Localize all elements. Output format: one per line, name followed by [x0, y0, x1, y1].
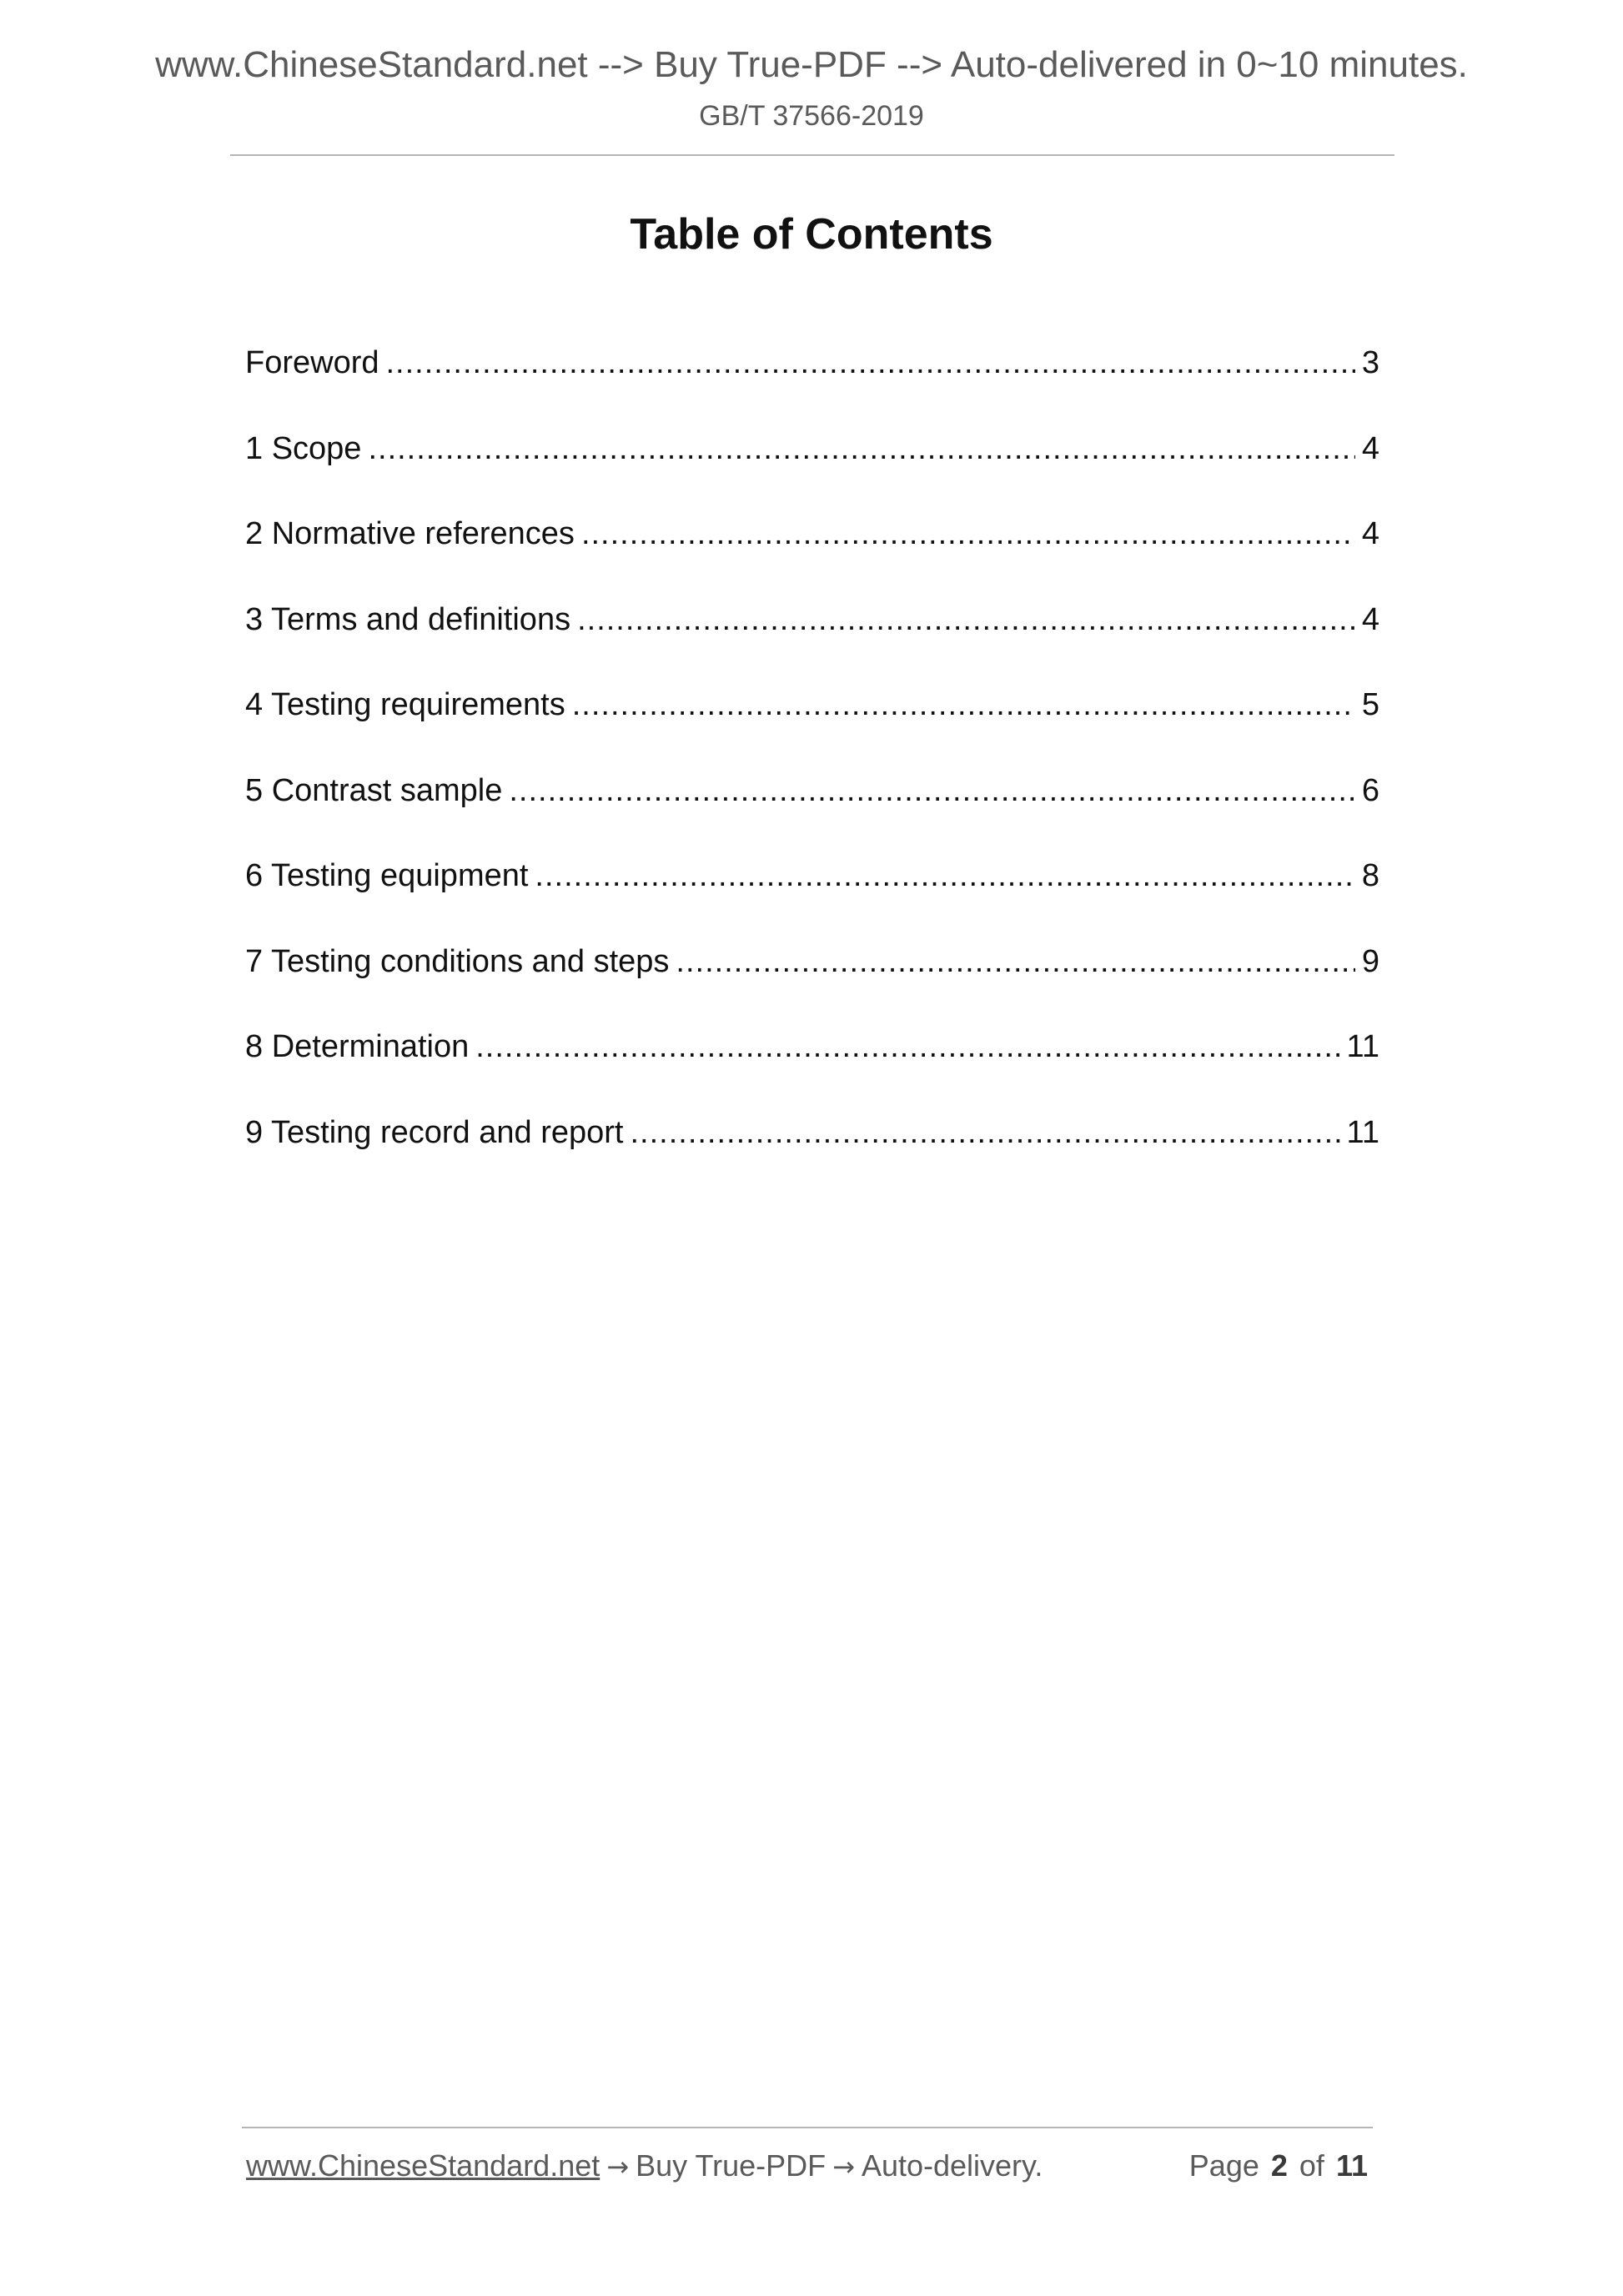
- toc-entry-page: 11: [1346, 1029, 1379, 1064]
- dot-leader: [630, 1108, 1339, 1158]
- toc-entry-label: 6 Testing equipment: [245, 858, 529, 893]
- toc-entry-page: 5: [1361, 687, 1379, 722]
- page-indicator: [1189, 2145, 1368, 2187]
- toc-entry-testing-equipment[interactable]: [245, 851, 1379, 937]
- toc-entry-page: 9: [1361, 943, 1379, 979]
- footer-divider: [242, 2127, 1373, 2128]
- standard-code: GB/T 37566-2019: [699, 100, 924, 132]
- header-divider: [230, 154, 1394, 156]
- toc-title: Table of Contents: [630, 210, 993, 259]
- toc-entry-page: 4: [1361, 516, 1379, 551]
- toc-entry-page: 11: [1346, 1114, 1379, 1150]
- dot-leader: [535, 851, 1354, 901]
- toc-entry-page: 6: [1361, 772, 1379, 808]
- of-word: of: [1299, 2148, 1324, 2183]
- toc-entry-determination[interactable]: [245, 1022, 1379, 1108]
- toc-entry-testing-requirements[interactable]: [245, 680, 1379, 766]
- page-footer: [246, 2145, 1368, 2187]
- dot-leader: [581, 509, 1355, 559]
- total-pages-number: 11: [1335, 2148, 1368, 2183]
- dot-leader: [368, 424, 1354, 474]
- toc-entry-testing-record-and-report[interactable]: [245, 1108, 1379, 1193]
- toc-entry-terms-and-definitions[interactable]: [245, 595, 1379, 681]
- dot-leader: [509, 766, 1354, 816]
- footer-delivery-text: Auto-delivery.: [861, 2148, 1043, 2183]
- toc-entry-label: 2 Normative references: [245, 516, 575, 551]
- toc-entry-label: 3 Terms and definitions: [245, 601, 571, 637]
- toc-entry-page: 4: [1361, 430, 1379, 466]
- footer-buy-text: Buy True-PDF: [636, 2148, 827, 2183]
- toc-entry-page: 4: [1361, 601, 1379, 637]
- toc-entry-foreword[interactable]: [245, 338, 1379, 424]
- toc-entry-label: 4 Testing requirements: [245, 687, 565, 722]
- toc-entry-label: 9 Testing record and report: [245, 1114, 624, 1150]
- right-arrow-icon: →: [832, 2151, 855, 2183]
- footer-promo: [246, 2145, 1043, 2188]
- toc-entry-testing-conditions-and-steps[interactable]: [245, 937, 1379, 1022]
- toc-entry-label: 1 Scope: [245, 430, 362, 466]
- footer-site-link[interactable]: www.ChineseStandard.net: [246, 2148, 600, 2183]
- dot-leader: [386, 338, 1355, 388]
- toc-entry-label: 7 Testing conditions and steps: [245, 943, 670, 979]
- dot-leader: [577, 595, 1355, 645]
- toc-entry-page: 8: [1361, 858, 1379, 893]
- toc-entry-label: 8 Determination: [245, 1029, 470, 1064]
- toc-entry-page: 3: [1361, 345, 1379, 380]
- toc-entry-normative-references[interactable]: [245, 509, 1379, 595]
- header-banner: www.ChineseStandard.net --> Buy True-PDF --> Auto-delivered in 0~10 minutes.: [155, 44, 1468, 85]
- toc-entry-label: Foreword: [245, 345, 379, 380]
- dot-leader: [676, 937, 1354, 987]
- current-page-number: 2: [1270, 2148, 1288, 2183]
- toc-entry-label: 5 Contrast sample: [245, 772, 503, 808]
- right-arrow-icon: →: [606, 2151, 630, 2183]
- dot-leader: [475, 1022, 1339, 1072]
- toc-entry-contrast-sample[interactable]: [245, 766, 1379, 852]
- toc-list: [245, 338, 1379, 1193]
- dot-leader: [572, 680, 1355, 730]
- toc-entry-scope[interactable]: [245, 424, 1379, 510]
- page-word: Page: [1188, 2148, 1259, 2183]
